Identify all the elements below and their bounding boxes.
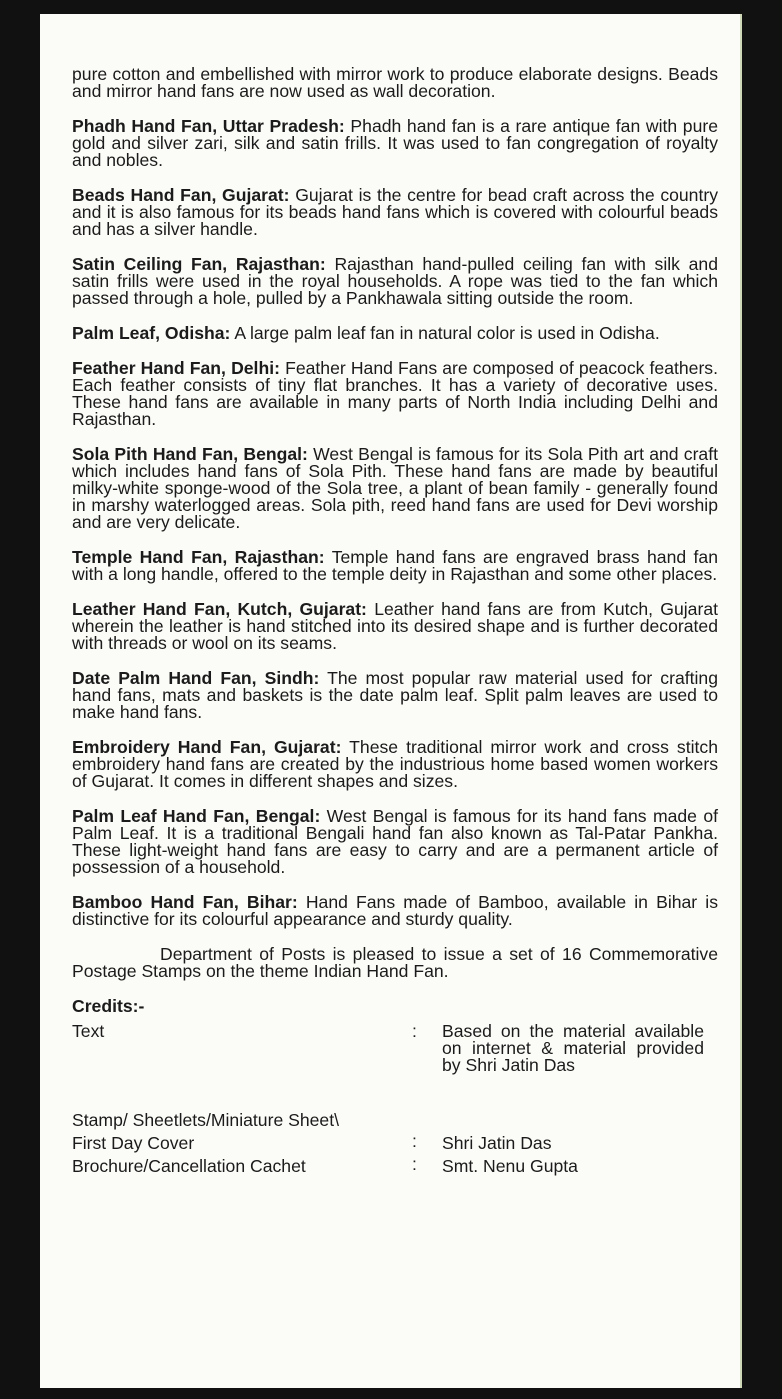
- credit-row-stamp: [72, 1110, 718, 1131]
- entry-paragraph: [72, 446, 718, 531]
- entry-paragraph: [72, 739, 718, 790]
- entry-title: Palm Leaf, Odisha:: [72, 323, 231, 343]
- entry-text: Gujarat is the centre for bead craft across the country and it is also famous for its beads hand fans which is covered with colourful beads and has a silver handle.: [72, 185, 719, 239]
- credit-colon: :: [412, 1154, 417, 1174]
- entry-text: Feather Hand Fans are composed of peacock feathers. Each feather consists of tiny flat branches. It has a variety of decorative uses. These hand fans are available in many parts of North India including Delhi and Rajasthan.: [72, 358, 718, 429]
- credit-value: Based on the material available on internet & material provided by Shri Jatin Das: [442, 1021, 704, 1075]
- entry-text: Hand Fans made of Bamboo, available in Bihar is distinctive for its colourful appearance and sturdy quality.: [72, 892, 718, 929]
- entry-text: West Bengal is famous for its hand fans made of Palm Leaf. It is a traditional Bengali hand fan also known as Tal-Patar Pankha. These light-weight hand fans are easy to carry and are a permanent article of possession of a household.: [72, 806, 718, 877]
- entry-paragraph: [72, 601, 718, 652]
- entry-title: Feather Hand Fan, Delhi:: [72, 358, 280, 378]
- credit-label: First Day Cover: [72, 1133, 195, 1153]
- credit-label: Text: [72, 1021, 105, 1041]
- department-note: Department of Posts is pleased to issue a set of 16 Commemorative Postage Stamps on the theme Indian Hand Fan.: [72, 944, 718, 981]
- credit-value: Smt. Nenu Gupta: [442, 1156, 578, 1176]
- credits-section: [72, 998, 718, 1177]
- entry-title: Satin Ceiling Fan, Rajasthan:: [72, 254, 326, 274]
- credit-colon: :: [412, 1021, 417, 1041]
- entry-text: Rajasthan hand-pulled ceiling fan with silk and satin frills were used in the royal households. A rope was tied to the fan which passed through a hole, pulled by a Pankhawala sitting outside the room.: [72, 254, 718, 308]
- credit-label: Brochure/Cancellation Cachet: [72, 1156, 306, 1176]
- brochure-text: [72, 66, 718, 1179]
- credit-spacer: [72, 1086, 718, 1110]
- entry-text: West Bengal is famous for its Sola Pith art and craft which includes hand fans of Sola Pith. These hand fans are made by beautiful milky-white sponge-wood of the Sola tree, a plant of bean family - generally found in marshy waterlogged areas. Sola pith, reed hand fans are used for Devi worship and are very delicate.: [72, 444, 718, 532]
- entry-title: Sola Pith Hand Fan, Bengal:: [72, 444, 308, 464]
- entry-text: Leather hand fans are from Kutch, Gujarat wherein the leather is hand stitched into its desired shape and is further decorated with threads or wool on its seams.: [72, 599, 718, 653]
- entry-paragraph: [72, 187, 718, 238]
- brochure-page: [40, 14, 742, 1388]
- entry-title: Temple Hand Fan, Rajasthan:: [72, 547, 325, 567]
- entry-paragraph: [72, 360, 718, 428]
- entry-title: Beads Hand Fan, Gujarat:: [72, 185, 290, 205]
- entry-title: Leather Hand Fan, Kutch, Gujarat:: [72, 599, 367, 619]
- entry-paragraph: [72, 808, 718, 876]
- entries-list: [72, 118, 718, 928]
- entry-title: Embroidery Hand Fan, Gujarat:: [72, 737, 342, 757]
- credit-value: Shri Jatin Das: [442, 1133, 552, 1153]
- credit-label: Stamp/ Sheetlets/Miniature Sheet\: [72, 1110, 339, 1130]
- credits-title: Credits:-: [72, 996, 145, 1016]
- credit-row-brochure: [72, 1156, 718, 1177]
- intro-paragraph: pure cotton and embellished with mirror work to produce elaborate designs. Beads and mirror hand fans are now used as wall decoration.: [72, 64, 718, 101]
- entry-title: Palm Leaf Hand Fan, Bengal:: [72, 806, 321, 826]
- entry-text: Phadh hand fan is a rare antique fan with pure gold and silver zari, silk and satin frills. It was used to fan congregation of royalty and nobles.: [72, 116, 719, 170]
- entry-title: Bamboo Hand Fan, Bihar:: [72, 892, 298, 912]
- entry-paragraph: [72, 670, 718, 721]
- entry-text: Temple hand fans are engraved brass hand fan with a long handle, offered to the temple deity in Rajasthan and some other places.: [72, 547, 718, 584]
- entry-text: A large palm leaf fan in natural color is used in Odisha.: [234, 323, 660, 343]
- entry-text: The most popular raw material used for crafting hand fans, mats and baskets is the date palm leaf. Split palm leaves are used to make hand fans.: [72, 668, 718, 722]
- credit-row-text: [72, 1023, 718, 1074]
- entry-text: These traditional mirror work and cross stitch embroidery hand fans are created by the industrious home based women workers of Gujarat. It comes in different shapes and sizes.: [72, 737, 718, 791]
- credit-colon: :: [412, 1131, 417, 1151]
- credit-row-fdc: [72, 1133, 718, 1154]
- entry-paragraph: [72, 894, 718, 928]
- entry-paragraph: [72, 549, 718, 583]
- entry-paragraph: [72, 325, 718, 342]
- entry-title: Phadh Hand Fan, Uttar Pradesh:: [72, 116, 345, 136]
- entry-title: Date Palm Hand Fan, Sindh:: [72, 668, 320, 688]
- entry-paragraph: [72, 118, 718, 169]
- entry-paragraph: [72, 256, 718, 307]
